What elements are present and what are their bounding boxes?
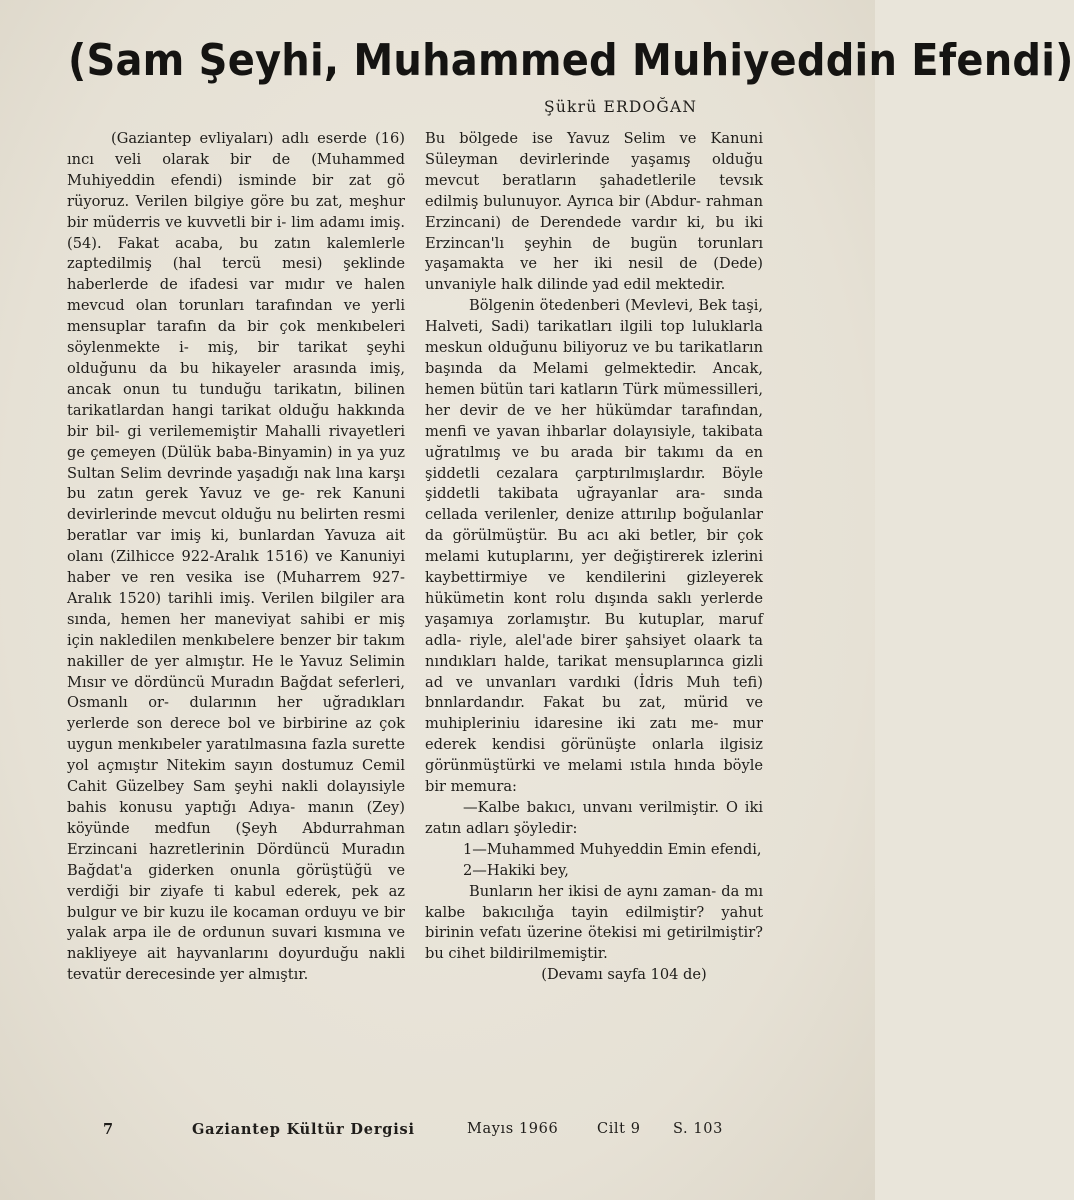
page-number: 7: [103, 1121, 114, 1138]
magazine-name: Gaziantep Kültür Dergisi: [192, 1121, 415, 1138]
right-column: [425, 129, 763, 986]
issue-number: S. 103: [673, 1121, 723, 1137]
volume: Cilt 9: [597, 1121, 641, 1137]
paragraph: —Kalbe bakıcı, unvanı verilmiştir. O iki zatın adları şöyledir:: [425, 799, 763, 837]
list-item: 1—Muhammed Muhyeddin Emin efendi,: [463, 840, 762, 858]
left-column: [67, 129, 405, 986]
article-title: (Sam Şeyhi, Muhammed Muhiyeddin Efendi): [68, 36, 1074, 86]
issue-date: Mayıs 1966: [467, 1121, 559, 1137]
paragraph: Bölgenin ötedenberi (Mevlevi, Bek taşi, Halveti, Sadi) tarikatları ilgili top luluklarla meskun olduğunu biliyoruz ve bu tarikatların başında da Melami gelmektedir. Ancak, hemen bütün tari katların Türk mümessilleri, her devir de ve her hükümdar tarafından, menfi ve yavan ihbarlar dolayısiyle, takibata uğratılmış ve bu arada bir takımı da en şiddetli cezalara çarptırılmışlardır. Böyle şiddetli takibata uğrayanlar ara- sında cellada verilenler, denize attırılıp boğulanlar da görülmüştür. Bu acı aki betler, bir çok melami kutuplarını, yer değiştirerek izlerini kaybettirmiye ve kendilerini gizleyerek hükümetin kont rolu dışında saklı yerlerde yaşamıya zorlamıştır. Bu kutuplar, maruf adla- riyle, alel'ade birer şahsiyet olaark ta nındıkları halde, tarikat mensuplarınca gizli ad ve unvanları vardıki (İdris Muh tefi) bnnlardandır. Fakat bu zat, mürid ve muhipleriniu idaresine iki zatı me- mur ederek kendisi görünüşte onlarla ilgisiz görünmüştürki ve melami ıstıla hında böyle bir memura:: [425, 297, 763, 796]
list-item: 2—Hakiki bey,: [463, 861, 569, 879]
paragraph: Bunların her ikisi de aynı zaman- da mı kalbe bakıcılığa tayin edilmiştir? yahut birinin vefatı üzerine ötekisi mi getirilmiştir? bu cihet bildirilmemiştir.: [425, 882, 763, 963]
continuation-note: (Devamı sayfa 104 de): [541, 966, 707, 984]
paragraph: Bu bölgede ise Yavuz Selim ve Kanuni Süleyman devirlerinde yaşamış olduğu mevcut beratların şahadetlerile tevsık edilmiş bulunuyor. Ayrıca bir (Abdur- rahman Erzincani) de Derendede vardır ki, bu iki Erzincan'lı şeyhin de bugün torunları yaşamakta ve her iki nesil de (Dede) unvaniyle halk dilinde yad edil mektedir.: [425, 130, 763, 294]
paragraph: (Gaziantep evliyaları) adlı eserde (16) ıncı veli olarak bir de (Muhammed Muhiyeddin efendi) isminde bir zat gö rüyoruz. Verilen bilgiye göre bu zat, meşhur bir müderris ve kuvvetli bir i- lim adamı imiş. (54). Fakat acaba, bu zatın kalemlerle zaptedilmiş (hal tercü mesi) şeklinde haberlerde de ifadesi var mıdır ve halen mevcud olan torunları tarafından ve yerli mensuplar tarafın da bir çok menkıbeleri söylenmekte i- miş, bir tarikat şeyhi olduğunu da bu hikayeler arasında imiş, ancak onun tu tunduğu tarikatın, bilinen tarikatlardan hangi tarikat olduğu hakkında bir bil- gi verilememiştir Mahalli rivayetleri ge çemeyen (Dülük baba-Binyamin) in ya yuz Sultan Selim devrinde yaşadığı nak lına karşı bu zatın gerek Yavuz ve ge- rek Kanuni devirlerinde mevcut olduğu nu belirten resmi beratlar var imiş ki, bunlardan Yavuza ait olanı (Zilhicce 922-Aralık 1516) ve Kanuniyi haber ve ren vesika ise (Muharrem 927-Aralık 1520) tarihli imiş. Verilen bilgiler ara sında, hemen her maneviyat sahibi er miş için nakledilen menkıbelere benzer bir takım nakiller de yer almıştır. He le Yavuz Selimin Mısır ve dördüncü Muradın Bağdat seferleri, Osmanlı or- dularının her uğradıkları yerlerde son derece bol ve birbirine az çok uygun menkıbeler yaratılmasına fazla surette yol açmıştır Nitekim sayın dostumuz Cemil Cahit Güzelbey Sam şeyhi nakli dolayısiyle bahis konusu yaptığı Adıya- manın (Zey) köyünde medfun (Şeyh Abdurrahman Erzincani hazretlerinin Dördüncü Muradın Bağdat'a giderken onunla görüştüğü ve verdiği bir ziyafe ti kabul ederek, pek az bulgur ve bir kuzu ile kocaman orduyu ve bir yalak arpa ile de ordunun suvari kısmına ve nakliyeye ait hayvanlarını doyurduğu nakli tevatür derecesinde yer almıştır.: [67, 130, 405, 984]
author-name: Şükrü ERDOĞAN: [544, 98, 698, 116]
